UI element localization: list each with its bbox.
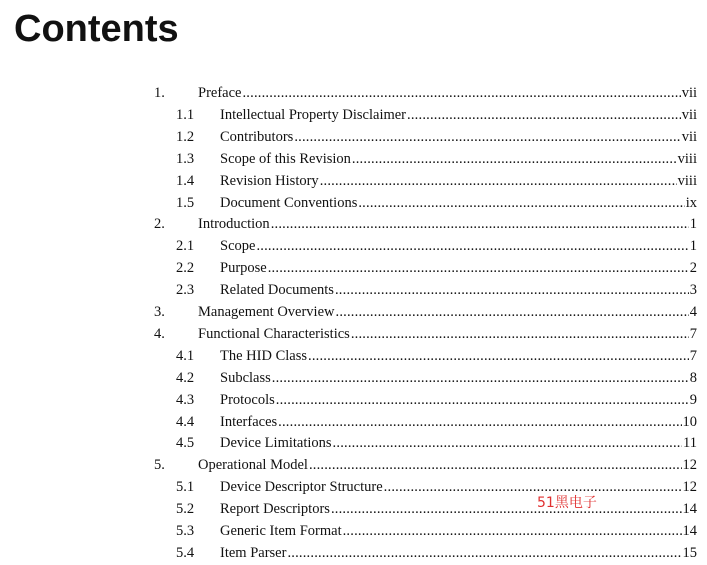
dot-leader: [384, 477, 682, 498]
page-title: Contents: [14, 8, 179, 50]
dot-leader: [309, 455, 682, 476]
toc-entry-page-number[interactable]: viii: [677, 172, 697, 189]
toc-entry-title[interactable]: Purpose: [220, 260, 267, 277]
toc-entry[interactable]: [0, 171, 707, 192]
dot-leader: [287, 543, 681, 564]
toc-entry[interactable]: [0, 521, 707, 542]
toc-entry-number: 4.5: [176, 435, 195, 452]
toc-entry-number: 1.5: [176, 194, 195, 211]
toc-entry-page-number[interactable]: 12: [682, 479, 697, 496]
dot-leader: [272, 368, 689, 389]
dot-leader: [351, 324, 689, 345]
toc-entry[interactable]: [0, 105, 707, 126]
toc-entry[interactable]: [0, 258, 707, 279]
toc-entry[interactable]: [0, 302, 707, 323]
toc-entry-title[interactable]: Intellectual Property Disclaimer: [220, 106, 407, 123]
dot-leader: [320, 171, 677, 192]
toc-entry[interactable]: [0, 193, 707, 214]
toc-entry-line[interactable]: [198, 302, 697, 323]
dot-leader: [271, 214, 689, 235]
toc-entry-number: 5.4: [176, 544, 195, 561]
dot-leader: [294, 127, 680, 148]
toc-entry-title[interactable]: Scope: [220, 238, 256, 255]
toc-entry-number: 2.3: [176, 282, 195, 299]
toc-entry[interactable]: [0, 412, 707, 433]
toc-entry-number: 4.2: [176, 369, 195, 386]
toc-entry-line[interactable]: [220, 280, 697, 301]
toc-entry-number: 1.3: [176, 150, 195, 167]
toc-entry[interactable]: [0, 368, 707, 389]
dot-leader: [336, 302, 689, 323]
toc-entry-page-number[interactable]: 14: [682, 523, 697, 539]
toc-entry-number: 5.2: [176, 501, 195, 518]
toc-entry-line[interactable]: [220, 193, 697, 214]
toc-entry-title[interactable]: Operational Model: [198, 457, 308, 474]
toc-entry-number: 5.3: [176, 523, 195, 539]
toc-entry[interactable]: [0, 499, 707, 520]
toc-entry[interactable]: [0, 280, 707, 301]
toc-entry-number: 4.3: [176, 391, 195, 408]
toc-entry-page-number[interactable]: 3: [689, 282, 697, 299]
toc-entry-number: 4.4: [176, 413, 195, 430]
dot-leader: [331, 499, 682, 520]
dot-leader: [276, 390, 689, 411]
toc-entry[interactable]: [0, 83, 707, 104]
toc-entry-line[interactable]: [220, 105, 697, 126]
toc-entry-line[interactable]: [220, 127, 697, 148]
toc-entry[interactable]: [0, 324, 707, 345]
toc-entry-page-number[interactable]: 10: [682, 413, 697, 430]
toc-entry-number: 3.: [154, 304, 165, 320]
toc-entry-page-number[interactable]: 14: [682, 501, 697, 518]
toc-entry-page-number[interactable]: ix: [685, 194, 697, 211]
toc-entry[interactable]: [0, 346, 707, 367]
toc-entry-line[interactable]: [220, 390, 697, 411]
toc-entry-number: 5.1: [176, 479, 195, 496]
toc-entry-page-number[interactable]: 4: [689, 304, 697, 320]
toc-entry[interactable]: [0, 390, 707, 411]
toc-entry-line[interactable]: [220, 412, 697, 433]
toc-entry-page-number[interactable]: 11: [683, 435, 697, 452]
dot-leader: [335, 280, 689, 301]
toc-entry[interactable]: [0, 236, 707, 257]
toc-entry-title[interactable]: Interfaces: [220, 413, 278, 430]
toc-entry-number: 2.2: [176, 260, 195, 277]
toc-entry-page-number[interactable]: viii: [677, 150, 697, 167]
toc-entry-title[interactable]: Report Descriptors: [220, 501, 330, 518]
toc-entry-title[interactable]: Functional Characteristics: [198, 325, 350, 342]
toc-entry-title[interactable]: Subclass: [220, 369, 271, 386]
toc-entry-page-number[interactable]: 1: [689, 216, 697, 233]
dot-leader: [343, 521, 682, 542]
dot-leader: [242, 83, 680, 104]
toc-entry[interactable]: [0, 477, 707, 498]
toc-entry-number: 1.4: [176, 172, 195, 189]
toc-entry-line[interactable]: [220, 433, 697, 454]
toc-entry-title[interactable]: Device Descriptor Structure: [220, 479, 383, 496]
toc-entry-number: 1.2: [176, 128, 195, 145]
toc-entry-page-number[interactable]: 7: [689, 325, 697, 342]
toc-entry-title[interactable]: Introduction: [198, 216, 270, 233]
toc-entry-line[interactable]: [198, 83, 697, 104]
toc-entry-page-number[interactable]: vii: [681, 85, 697, 101]
toc-entry-page-number[interactable]: 15: [682, 544, 697, 561]
dot-leader: [278, 412, 681, 433]
dot-leader: [333, 433, 682, 454]
toc-entry[interactable]: [0, 433, 707, 454]
toc-entry-line[interactable]: [220, 236, 697, 257]
toc-entry-line[interactable]: [198, 324, 697, 345]
dot-leader: [352, 149, 677, 170]
toc-entry-title[interactable]: Scope of this Revision: [220, 150, 351, 167]
toc-entry-page-number[interactable]: 2: [689, 260, 697, 277]
toc-entry-title[interactable]: Generic Item Format: [220, 523, 342, 539]
toc-entry-title[interactable]: Item Parser: [220, 544, 287, 561]
dot-leader: [358, 193, 684, 214]
toc-entry-line[interactable]: [220, 171, 697, 192]
toc-entry-title[interactable]: The HID Class: [220, 347, 307, 364]
toc-entry-line[interactable]: [220, 521, 697, 542]
dot-leader: [256, 236, 688, 257]
toc-entry[interactable]: [0, 149, 707, 170]
toc-entry-page-number[interactable]: 12: [682, 457, 697, 474]
watermark-text: 51黑电子: [537, 495, 597, 511]
toc-entry-line[interactable]: [220, 149, 697, 170]
toc-entry-number: 4.: [154, 325, 165, 342]
toc-entry-title[interactable]: Document Conventions: [220, 194, 358, 211]
toc-entry[interactable]: [0, 214, 707, 235]
toc-entry-page-number[interactable]: 9: [689, 391, 697, 408]
toc-entry-number: 5.: [154, 457, 165, 474]
toc-entry-number: 2.: [154, 216, 165, 233]
toc-entry-title[interactable]: Revision History: [220, 172, 319, 189]
toc-entry[interactable]: [0, 455, 707, 476]
toc-entry-page-number[interactable]: vii: [681, 106, 697, 123]
toc-entry-line[interactable]: [198, 214, 697, 235]
toc-entry-title[interactable]: Related Documents: [220, 282, 334, 299]
toc-entry-title[interactable]: Preface: [198, 85, 242, 101]
toc-entry-number: 1.1: [176, 106, 195, 123]
toc-entry-line[interactable]: [220, 477, 697, 498]
dot-leader: [407, 105, 681, 126]
toc-entry-page-number[interactable]: 7: [689, 347, 697, 364]
toc-entry-line[interactable]: [220, 368, 697, 389]
toc-entry-line[interactable]: [220, 499, 697, 520]
toc-entry-title[interactable]: Protocols: [220, 391, 275, 408]
toc-entry-title[interactable]: Management Overview: [198, 304, 335, 320]
toc-entry-number: 4.1: [176, 347, 195, 364]
toc-entry-line[interactable]: [220, 258, 697, 279]
toc-entry-number: 1.: [154, 85, 165, 101]
toc-entry-title[interactable]: Contributors: [220, 128, 294, 145]
toc-entry-title[interactable]: Device Limitations: [220, 435, 332, 452]
toc-entry[interactable]: [0, 127, 707, 148]
toc-entry-page-number[interactable]: 1: [689, 238, 697, 255]
toc-entry-number: 2.1: [176, 238, 195, 255]
toc-entry[interactable]: [0, 543, 707, 564]
dot-leader: [308, 346, 689, 367]
toc-entry-page-number[interactable]: 8: [689, 369, 697, 386]
dot-leader: [268, 258, 689, 279]
toc-entry-line[interactable]: [198, 455, 697, 476]
toc-entry-line[interactable]: [220, 346, 697, 367]
toc-entry-line[interactable]: [220, 543, 697, 564]
toc-entry-page-number[interactable]: vii: [681, 128, 697, 145]
